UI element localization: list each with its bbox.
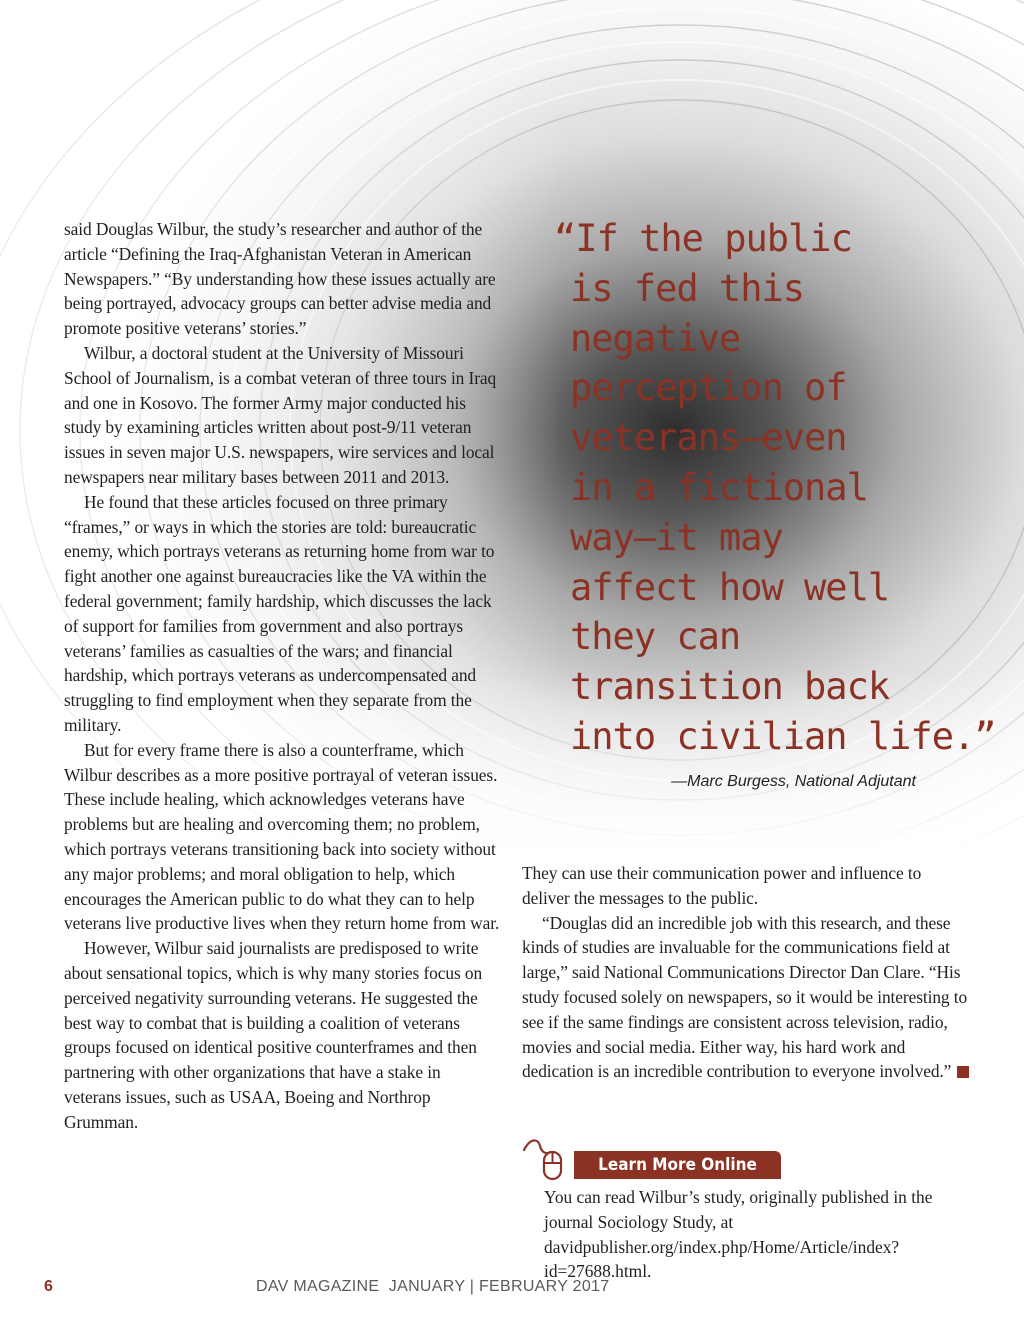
pull-quote-line: veterans—even	[570, 416, 847, 460]
pull-quote-line: they can	[570, 615, 741, 659]
article-paragraph: said Douglas Wilbur, the study’s researcher and author of the article “Defining the Iraq-Afghanistan Veteran in American Newspapers.” “By understanding how these issues actually are being portrayed, advocacy groups can better advise media and promote positive veterans’ stories.”	[64, 219, 496, 339]
article-paragraph: He found that these articles focused on three primary “frames,” or ways in which the stories are told: bureaucratic enemy, which portrays veterans as returning home from war to fight another one against bureaucracies like the VA within the federal government; family hardship, which discusses the lack of support for families from government and also portrays veterans’ families as casualties of the wars; and financial hardship, which portrays veterans as undercompensated and struggling to find employment when they separate from the military.	[64, 491, 495, 735]
article-paragraph: They can use their communication power and influence to deliver the messages to the public.	[522, 863, 922, 908]
article-right-column	[522, 861, 972, 1084]
article-paragraph: But for every frame there is also a counterframe, which Wilbur describes as a more positive portrayal of veteran issues. These include healing, which acknowledges veterans have problems but are healing and overcoming them; no problem, which portrays veterans transitioning back into society without any major problems; and moral obligation to help, which encourages the American public to do what they can to help veterans live productive lives when they return home from war.	[64, 739, 500, 934]
pull-quote-line: affect how well	[570, 565, 890, 609]
page-footer	[0, 1278, 1024, 1308]
computer-mouse-icon	[522, 1138, 574, 1182]
pull-quote-line: “If the public	[554, 217, 852, 260]
end-of-article-mark	[957, 1066, 969, 1078]
pull-quote-line: perception of	[570, 366, 847, 410]
pull-quote-line: way—it may	[570, 515, 783, 559]
learn-more-online-box	[522, 1138, 982, 1182]
article-paragraph: Wilbur, a doctoral student at the University of Missouri School of Journalism, is a combat veteran of three tours in Iraq and one in Kosovo. The former Army major conducted his study by examining articles written about post-9/11 veteran issues in seven major U.S. newspapers, wire services and local newspapers near military bases between 2011 and 2013.	[64, 342, 497, 487]
learn-more-text: You can read Wilbur’s study, originally published in the journal Sociology Study, at davidpublisher.org/index.php/Home/Article/index?id=27688.html.	[544, 1187, 933, 1282]
page-number: 6	[44, 1278, 53, 1295]
pull-quote-line: transition back	[570, 665, 890, 709]
pull-quote	[554, 214, 996, 762]
pull-quote-line: is fed this	[570, 266, 805, 310]
article-paragraph-text: “Douglas did an incredible job with this research, and these kinds of studies are invaluable for the communications field at large,” said National Communications Director Dan Clare. “His study focused solely on newspapers, so it would be interesting to see if the same findings are consistent across television, radio, movies and social media. Either way, his hard work and dedication is an incredible contribution to everyone involved.”	[522, 912, 968, 1082]
publication-title: DAV MAGAZINE JANUARY | FEBRUARY 2017	[256, 1278, 610, 1295]
article-paragraph	[522, 911, 972, 1085]
pull-quote-line: negative	[570, 316, 741, 360]
article-left-column	[64, 217, 500, 1134]
pull-quote-attribution: —Marc Burgess, National Adjutant	[671, 773, 916, 790]
pull-quote-line: into civilian life.”	[570, 714, 996, 758]
learn-more-label: Learn More Online	[574, 1151, 781, 1179]
article-paragraph: However, Wilbur said journalists are predisposed to write about sensational topics, which is why many stories focus on perceived negativity surrounding veterans. He suggested the best way to combat that is building a coalition of veterans groups focused on identical positive counterframes and then partnering with other organizations that have a stake in veterans issues, such as USAA, Boeing and Northrop Grumman.	[64, 938, 483, 1132]
pull-quote-line: in a fictional	[570, 465, 868, 509]
